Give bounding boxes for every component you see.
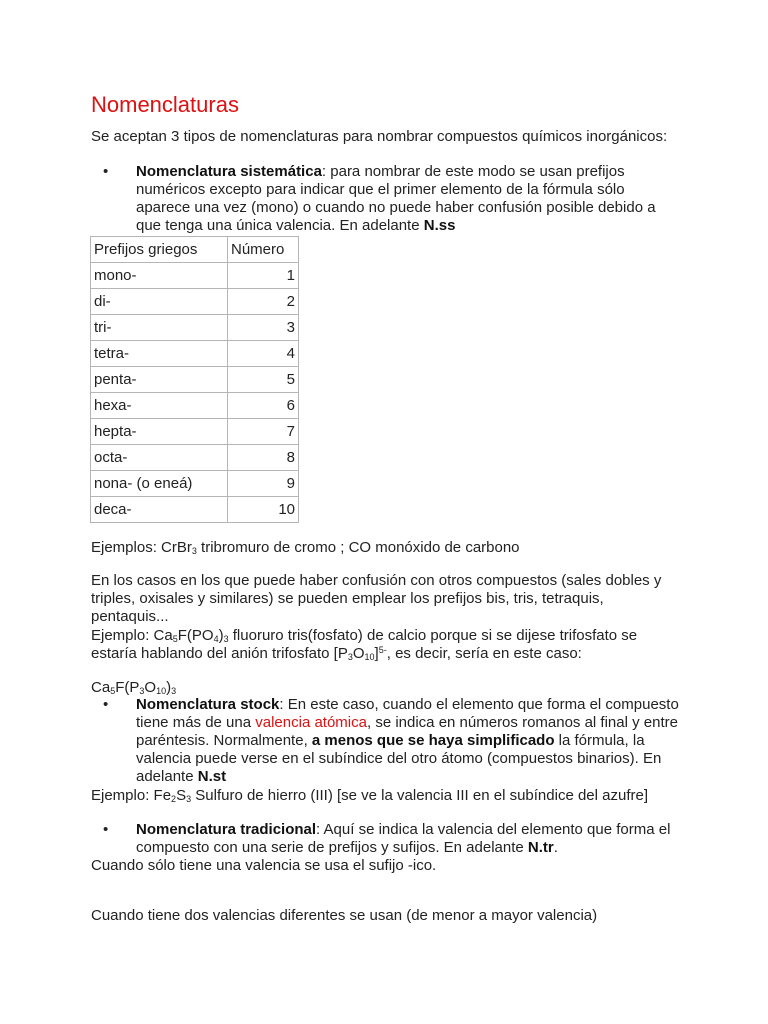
page-title: Nomenclaturas: [91, 92, 239, 117]
table-cell-number: 7: [228, 419, 299, 445]
example2-text: ): [218, 627, 224, 644]
intro-paragraph: Se aceptan 3 tipos de nomenclaturas para nombrar compuestos químicos inorgánicos:: [91, 128, 668, 145]
two-valences-paragraph: Cuando tiene dos valencias diferentes se usan (de menor a mayor valencia): [91, 907, 598, 924]
table-cell-prefix: tri-: [91, 315, 228, 341]
example2-text: fluoruro tris(fosfato) de calcio porque si se dijese trifosfato se estaría hablando del anión trifosfato [P: [91, 627, 638, 662]
table-header-prefix: Prefijos griegos: [91, 237, 228, 263]
table-cell-prefix: deca-: [91, 497, 228, 523]
examples-text-a: Ejemplos: CrBr: [91, 539, 192, 556]
formula-text: ): [166, 679, 172, 696]
sistematica-term: Nomenclatura sistemática: [136, 163, 322, 180]
formula-sub: 3: [139, 686, 145, 696]
stock-description-1: : En este caso, cuando el elemento que forma el compuesto tiene más de una: [136, 696, 679, 731]
example3-sub: 3: [186, 794, 192, 804]
examples-subscript: 3: [191, 546, 197, 556]
table-cell-number: 4: [228, 341, 299, 367]
sistematica-text: [136, 163, 681, 235]
example2-text: ]: [374, 645, 379, 662]
example2-sub: 3: [223, 634, 229, 644]
tradicional-text: [136, 821, 681, 857]
examples-paragraph: [91, 539, 691, 557]
example2-text: O: [352, 645, 365, 662]
tradicional-description: : Aquí se indica la valencia del elemento que forma el compuesto con una serie de prefijos y sufijos. En adelante: [136, 821, 671, 856]
table-row: [91, 263, 299, 289]
table-row: [91, 289, 299, 315]
example2-text: , es decir, sería en este caso:: [386, 645, 582, 662]
table-cell-number: 1: [228, 263, 299, 289]
table-cell-number: 2: [228, 289, 299, 315]
sistematica-abbr: N.ss: [423, 217, 456, 234]
example2-sub: 10: [364, 652, 375, 662]
table-cell-number: 10: [228, 497, 299, 523]
formula-text: O: [144, 679, 157, 696]
table-row: [91, 445, 299, 471]
formula-sub: 5: [110, 686, 116, 696]
table-cell-prefix: di-: [91, 289, 228, 315]
prefix-table: [90, 236, 299, 523]
table-cell-prefix: hexa-: [91, 393, 228, 419]
table-cell-number: 9: [228, 471, 299, 497]
table-row: [91, 471, 299, 497]
formula-text: Ca: [91, 679, 111, 696]
table-cell-prefix: tetra-: [91, 341, 228, 367]
examples-text-b: tribromuro de cromo ; CO monóxido de carbono: [196, 539, 520, 556]
one-valence-paragraph: Cuando sólo tiene una valencia se usa el sufijo -ico.: [91, 857, 437, 874]
stock-abbr: N.st: [197, 768, 227, 785]
tradicional-term: Nomenclatura tradicional: [136, 821, 317, 838]
table-header-number: Número: [228, 237, 299, 263]
tradicional-end: .: [553, 839, 558, 856]
table-header-row: [91, 237, 299, 263]
formula-sub: 10: [156, 686, 167, 696]
table-cell-prefix: octa-: [91, 445, 228, 471]
example3-text: S: [176, 787, 187, 804]
table-row: [91, 419, 299, 445]
table-cell-prefix: penta-: [91, 367, 228, 393]
bullet-icon: •: [103, 696, 109, 713]
sistematica-description: : para nombrar de este modo se usan prefijos numéricos excepto para indicar que el primer elemento de la fórmula sólo aparece una vez (mono) o cuando no puede haber confusión posible debido a que tenga una única valencia. En adelante: [136, 163, 656, 234]
stock-bold-phrase: a menos que se haya simplificado: [311, 732, 555, 749]
stock-description-3: la fórmula, la valencia puede verse en el subíndice del otro átomo (compuestos binarios). En adelante: [136, 732, 662, 785]
table-row: [91, 367, 299, 393]
stock-text: [136, 696, 681, 786]
table-cell-prefix: hepta-: [91, 419, 228, 445]
example2-sub: 3: [347, 652, 353, 662]
table-cell-number: 6: [228, 393, 299, 419]
formula-text: F(P: [115, 679, 140, 696]
example2-sub: 4: [213, 634, 219, 644]
confusion-paragraph: En los casos en los que puede haber confusión con otros compuestos (sales dobles y triples, oxisales y similares) se pueden emplear los prefijos bis, tris, tetraquis, pentaquis...: [91, 572, 662, 625]
table-row: [91, 393, 299, 419]
example3-paragraph: [91, 787, 691, 805]
formula-sub: 3: [171, 686, 177, 696]
table-cell-number: 8: [228, 445, 299, 471]
example2-sub: 5: [172, 634, 178, 644]
stock-description-2: , se indica en números romanos al final y entre paréntesis. Normalmente,: [136, 714, 678, 749]
example2-text: F(PO: [177, 627, 214, 644]
table-row: [91, 497, 299, 523]
table-row: [91, 341, 299, 367]
example2-sup: 5-: [378, 645, 387, 655]
table-cell-number: 3: [228, 315, 299, 341]
valencia-atomica-link[interactable]: valencia atómica: [255, 714, 367, 731]
table-cell-prefix: mono-: [91, 263, 228, 289]
example2-text: Ejemplo: Ca: [91, 627, 173, 644]
stock-term: Nomenclatura stock: [136, 696, 280, 713]
bullet-icon: •: [103, 163, 109, 180]
example3-sub: 2: [171, 794, 177, 804]
table-cell-number: 5: [228, 367, 299, 393]
tradicional-abbr: N.tr: [527, 839, 554, 856]
example3-text: Ejemplo: Fe: [91, 787, 172, 804]
formula-line: [91, 679, 691, 697]
bullet-icon: •: [103, 821, 109, 838]
example3-text: Sulfuro de hierro (III) [se ve la valencia III en el subíndice del azufre]: [191, 787, 649, 804]
table-cell-prefix: nona- (o eneá): [91, 471, 228, 497]
example2-paragraph: [91, 627, 661, 663]
table-row: [91, 315, 299, 341]
